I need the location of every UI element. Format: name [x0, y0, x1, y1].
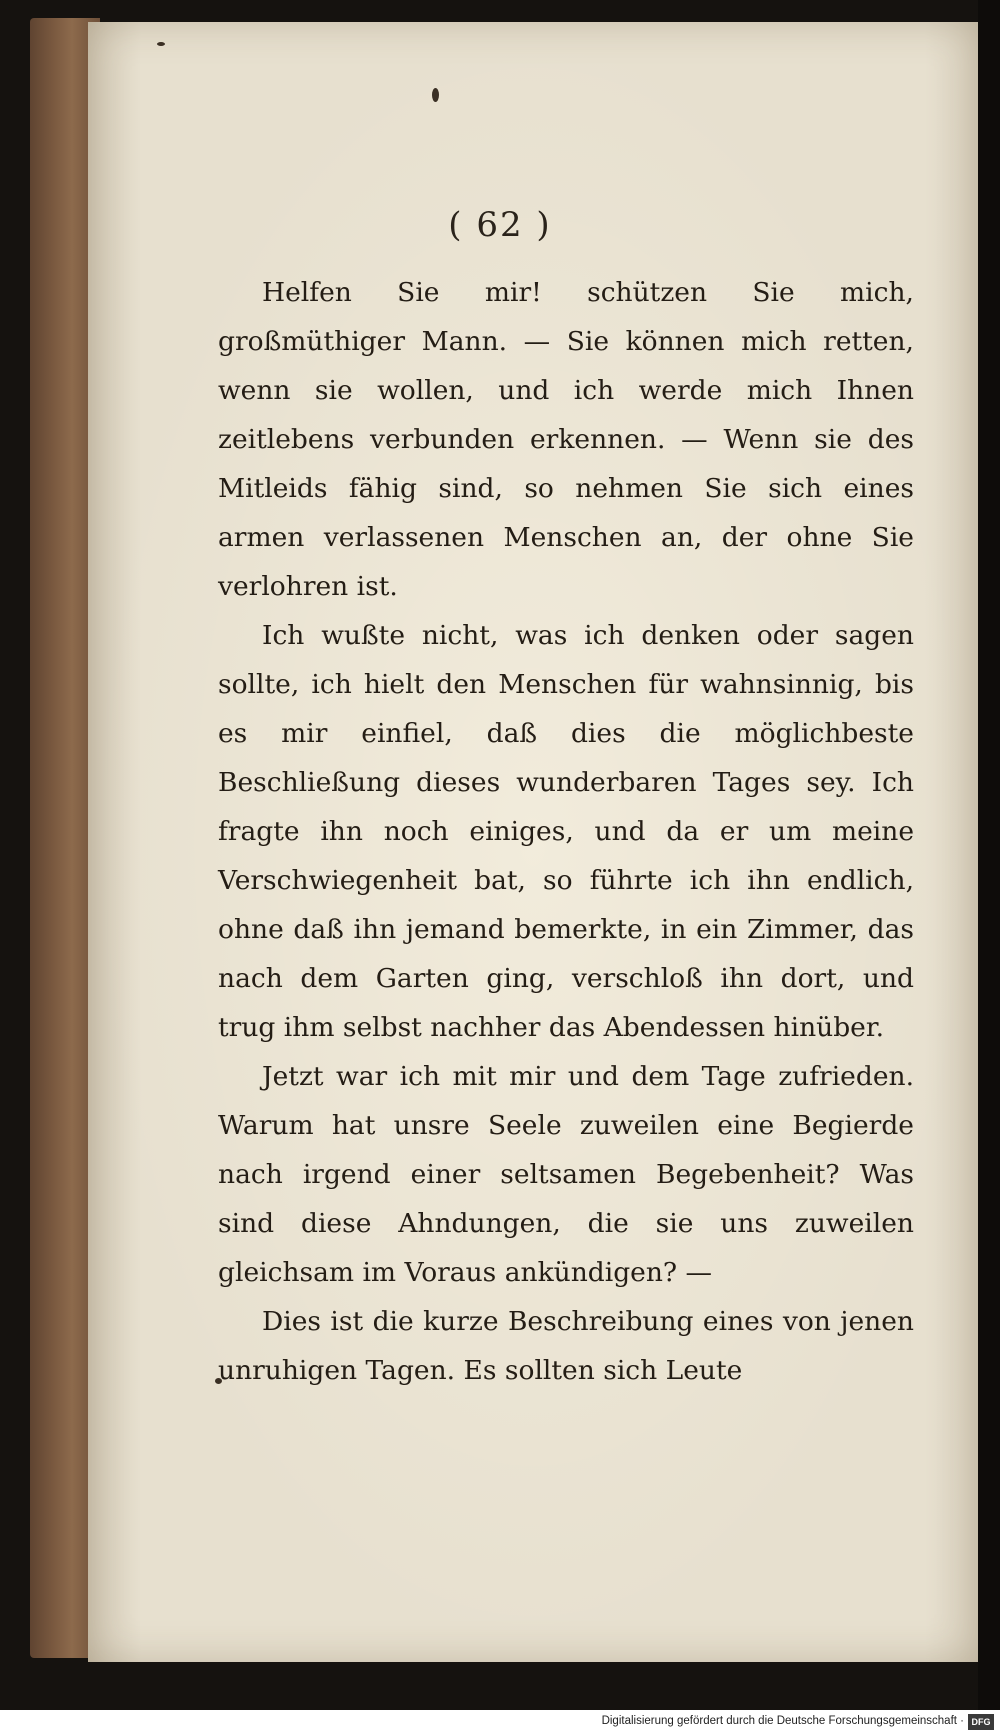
page-number: ( 62 ) — [448, 205, 552, 245]
page-speck — [432, 88, 439, 102]
paragraph: Jetzt war ich mit mir und dem Tage zufrieden. Warum hat unsre Seele zuweilen eine Begierde nach irgend einer seltsamen Begebenheit? Was sind diese Ahndungen, die sie uns zuweilen gleichsam im Voraus ankündigen? — — [218, 1061, 914, 1288]
paragraph: Helfen Sie mir! schützen Sie mich, großmüthiger Mann. — Sie können mich retten, wenn sie wollen, und ich werde mich Ihnen zeitlebens verbunden erkennen. — Wenn sie des Mitleids fähig sind, so nehmen Sie sich eines armen verlassenen Menschen an, der ohne Sie verlohren ist. — [218, 277, 914, 602]
page-speck — [157, 42, 165, 46]
dfg-logo-icon: DFG — [968, 1714, 994, 1730]
scan-right-strip — [978, 0, 1000, 1710]
paragraph: Ich wußte nicht, was ich denken oder sagen sollte, ich hielt den Menschen für wahnsinnig, bis es mir einfiel, daß dies die möglichbeste Beschließung dieses wunderbaren Tages sey. Ich fragte ihn noch einiges, und da er um meine Verschwiegenheit bat, so führte ich ihn endlich, ohne daß ihn jemand bemerkte, in ein Zimmer, das nach dem Garten ging, verschloß ihn dort, und trug ihm selbst nachher das Abendessen hinüber. — [218, 620, 914, 1043]
funding-notice: Digitalisierung gefördert durch die Deutsche Forschungsgemeinschaft · — [601, 1715, 964, 1727]
body-text — [218, 268, 914, 1395]
paragraph: Dies ist die kurze Beschreibung eines von jenen unruhigen Tagen. Es sollten sich Leute — [218, 1306, 914, 1386]
footer-bar — [0, 1710, 1000, 1735]
